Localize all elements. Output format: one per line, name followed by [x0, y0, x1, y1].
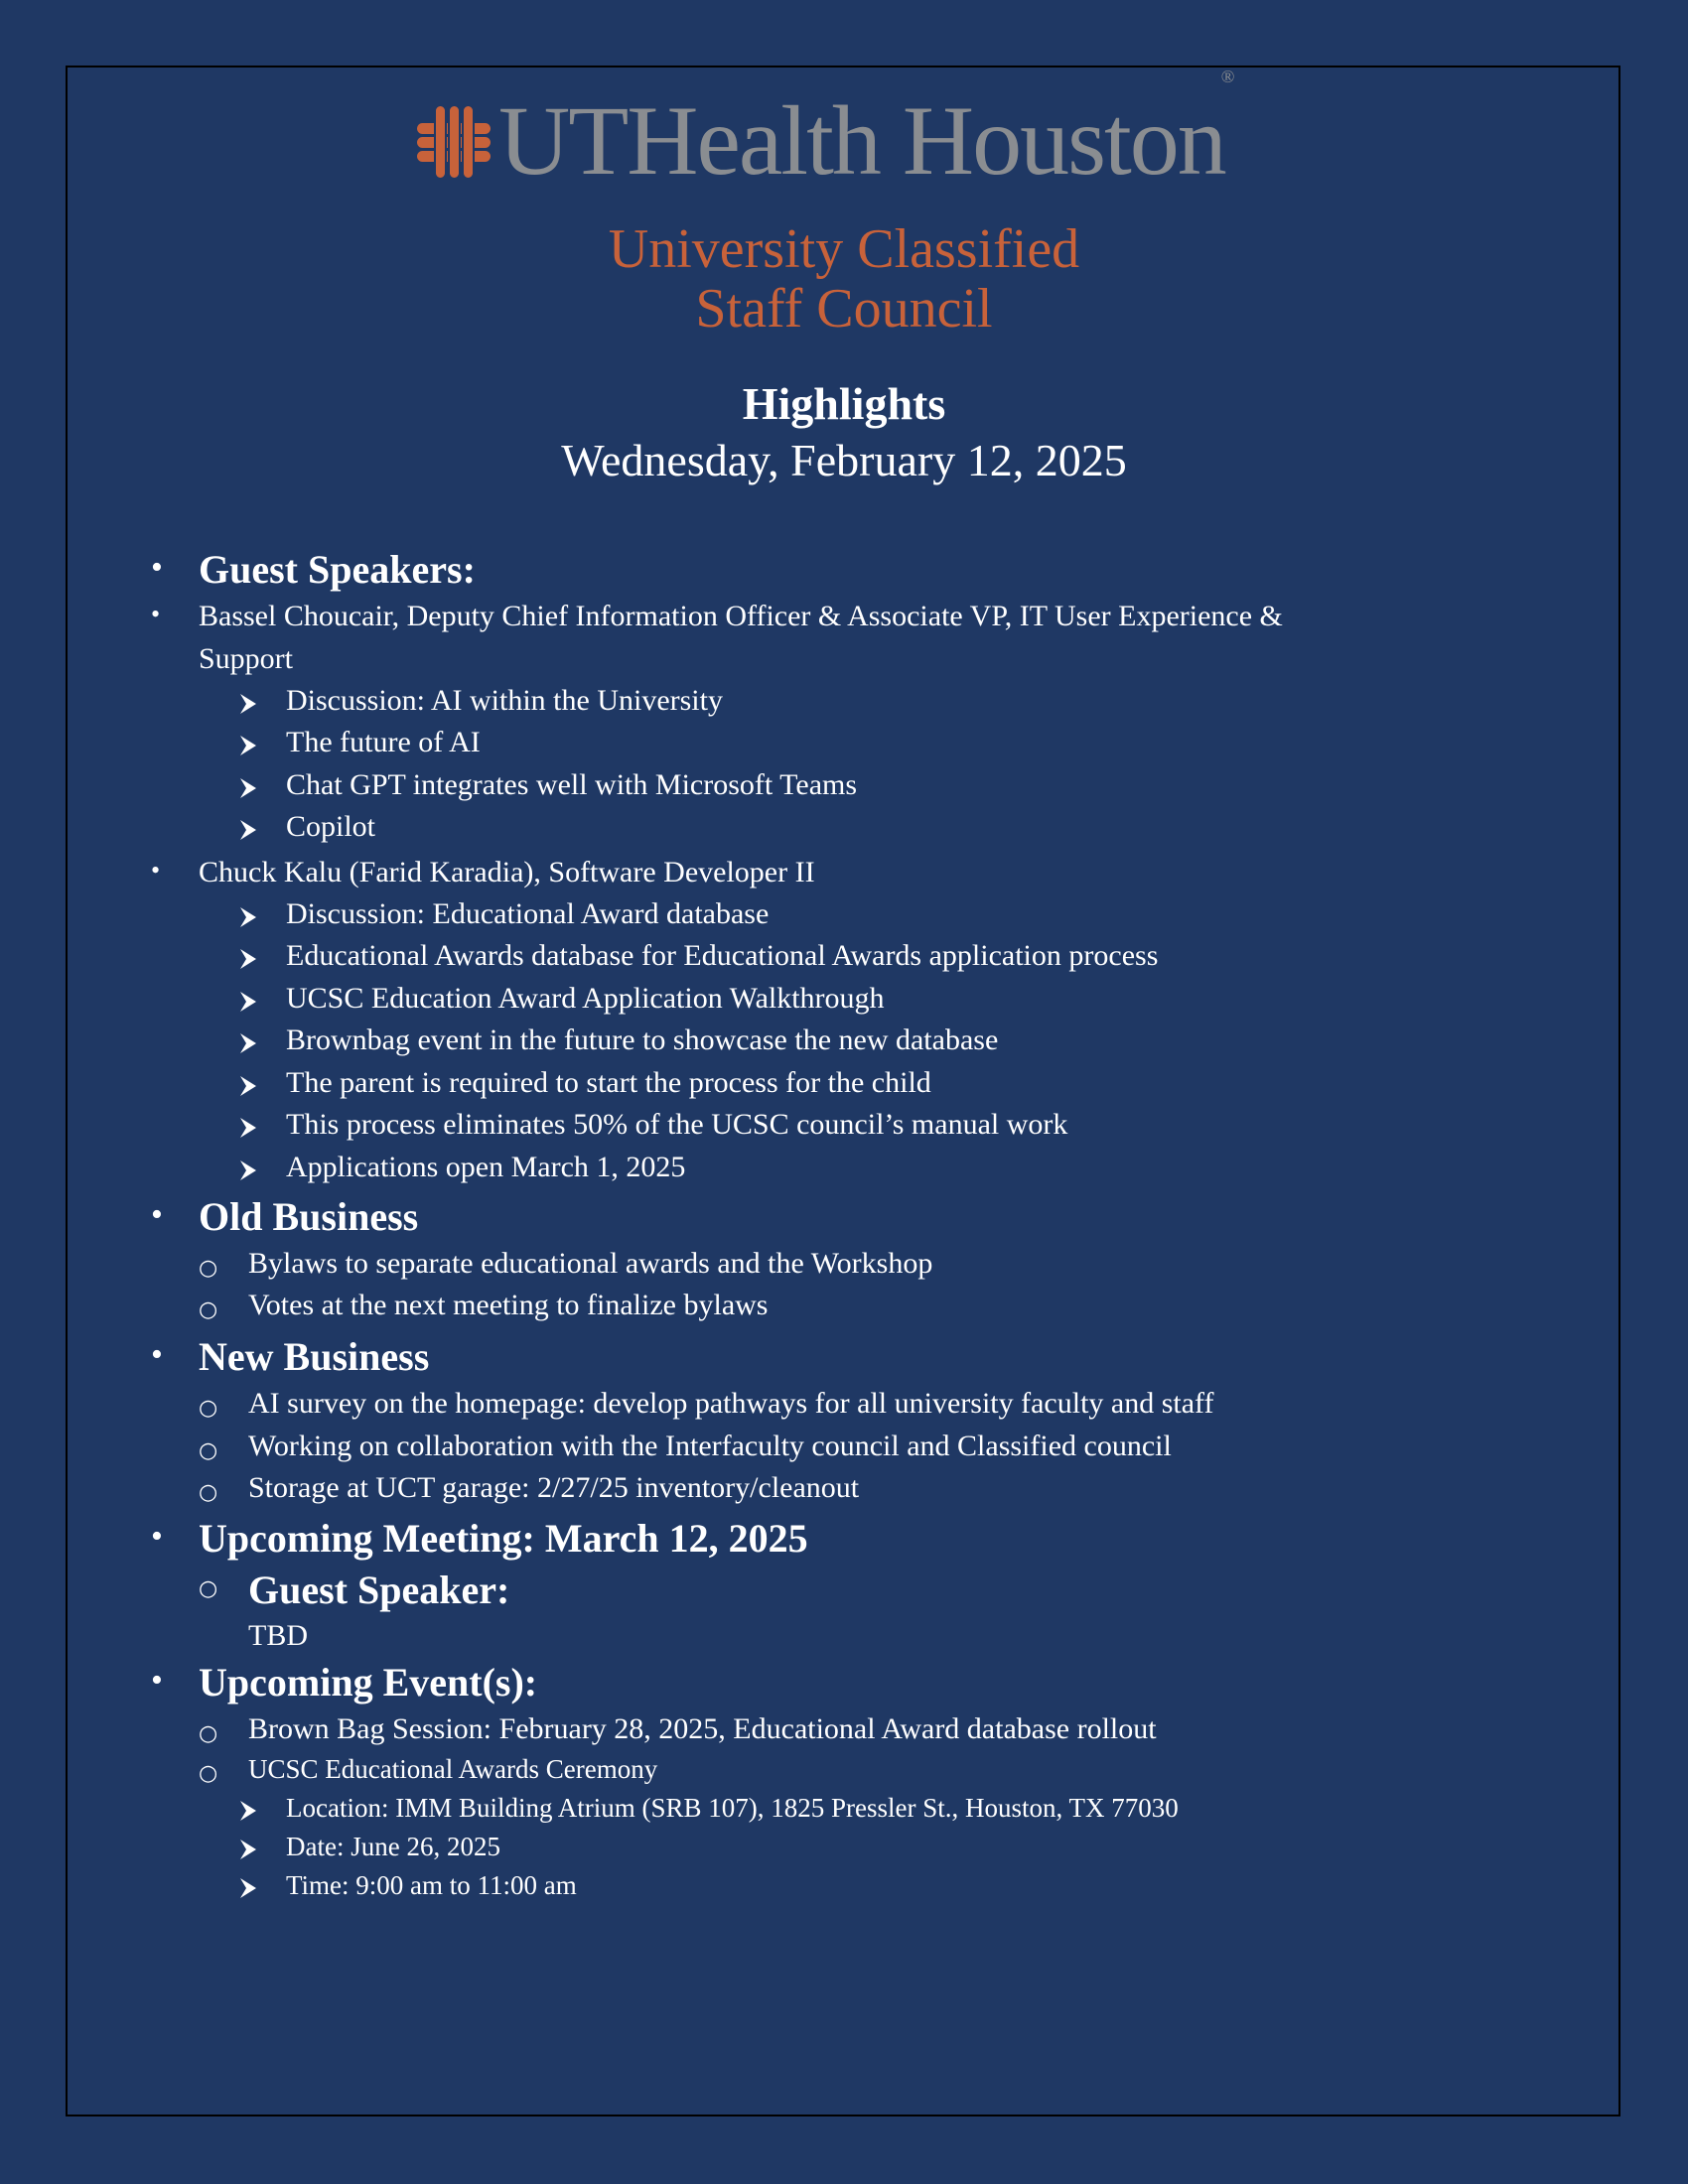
- upcoming-event-item: UCSC Educational Awards Ceremony: [248, 1754, 658, 1784]
- guest-speaker-value: TBD: [248, 1619, 308, 1652]
- arrow-bullet-icon: [238, 777, 258, 799]
- logo-wordmark: [498, 66, 1236, 196]
- arrow-bullet-icon: [238, 1032, 258, 1054]
- arrow-bullet-icon: [238, 819, 258, 841]
- council-name-line1: University Classified: [608, 218, 1080, 280]
- old-business-item: Votes at the next meeting to finalize bylaws: [248, 1289, 769, 1321]
- speaker1-point: Discussion: AI within the University: [286, 684, 723, 717]
- speaker1-point: The future of AI: [286, 726, 481, 758]
- speaker1-title: Bassel Choucair, Deputy Chief Information Officer & Associate VP, IT User Experience &: [199, 600, 1283, 632]
- circle-bullet-icon: ○: [199, 1297, 218, 1322]
- speaker1-point: Copilot: [286, 810, 376, 843]
- speaker1-point: Chat GPT integrates well with Microsoft Teams: [286, 768, 858, 801]
- ceremony-detail: Date: June 26, 2025: [286, 1832, 500, 1861]
- arrow-bullet-icon: [238, 735, 258, 756]
- old-business-item: Bylaws to separate educational awards and the Workshop: [248, 1247, 933, 1280]
- arrow-bullet-icon: [238, 1075, 258, 1097]
- circle-bullet-icon: ○: [199, 1256, 218, 1281]
- bullet-icon: [151, 549, 163, 587]
- new-business-item: Working on collaboration with the Interfaculty council and Classified council: [248, 1430, 1172, 1462]
- speaker2-point: This process eliminates 50% of the UCSC council’s manual work: [286, 1108, 1068, 1141]
- section-heading-upcoming-events: Upcoming Event(s):: [199, 1660, 538, 1705]
- bullet-icon: [151, 600, 160, 629]
- page-title: Highlights: [742, 378, 946, 429]
- bullet-icon: [151, 1196, 163, 1234]
- arrow-bullet-icon: [238, 1800, 258, 1822]
- uthealth-logo: [415, 66, 1289, 196]
- arrow-bullet-icon: [238, 1839, 258, 1860]
- new-business-item: AI survey on the homepage: develop pathways for all university faculty and staff: [248, 1387, 1214, 1420]
- arrow-bullet-icon: [238, 906, 258, 928]
- section-heading-guest-speakers: Guest Speakers:: [199, 547, 476, 592]
- circle-bullet-icon: ○: [199, 1721, 218, 1746]
- bullet-icon: [151, 856, 160, 886]
- arrow-bullet-icon: [238, 991, 258, 1013]
- speaker1-title-continued: Support: [199, 642, 294, 675]
- speaker2-point: Educational Awards database for Educational Awards application process: [286, 939, 1159, 972]
- arrow-bullet-icon: [238, 948, 258, 970]
- speaker2-title: Chuck Kalu (Farid Karadia), Software Developer II: [199, 856, 815, 888]
- section-heading-old-business: Old Business: [199, 1194, 419, 1239]
- circle-bullet-icon: ○: [199, 1761, 218, 1786]
- woven-cross-logo-icon: [415, 103, 492, 181]
- arrow-bullet-icon: [238, 693, 258, 715]
- guest-speaker-label: Guest Speaker:: [248, 1568, 510, 1612]
- new-business-item: Storage at UCT garage: 2/27/25 inventory/cleanout: [248, 1471, 860, 1504]
- bullet-icon: [151, 1662, 163, 1700]
- arrow-bullet-icon: [238, 1877, 258, 1899]
- section-heading-upcoming-meeting: Upcoming Meeting: March 12, 2025: [199, 1516, 808, 1561]
- logo-wordmark-text: UTHealth Houston: [498, 85, 1225, 196]
- bullet-icon: [151, 1518, 163, 1556]
- circle-bullet-icon: ○: [199, 1396, 218, 1421]
- speaker2-point: UCSC Education Award Application Walkthrough: [286, 982, 885, 1015]
- circle-bullet-icon: ○: [199, 1480, 218, 1505]
- arrow-bullet-icon: [238, 1160, 258, 1181]
- meeting-date: Wednesday, February 12, 2025: [561, 435, 1127, 485]
- section-heading-new-business: New Business: [199, 1334, 430, 1379]
- council-name-line2: Staff Council: [695, 278, 993, 340]
- ceremony-detail: Time: 9:00 am to 11:00 am: [286, 1870, 577, 1900]
- registered-mark: ®: [1220, 66, 1233, 86]
- circle-bullet-icon: ○: [199, 1576, 218, 1601]
- circle-bullet-icon: ○: [199, 1438, 218, 1463]
- speaker2-point: Brownbag event in the future to showcase the new database: [286, 1024, 999, 1056]
- ceremony-detail: Location: IMM Building Atrium (SRB 107), 1825 Pressler St., Houston, TX 77030: [286, 1793, 1179, 1823]
- speaker2-point: Applications open March 1, 2025: [286, 1151, 686, 1183]
- bullet-icon: [151, 1336, 163, 1374]
- upcoming-event-item: Brown Bag Session: February 28, 2025, Educational Award database rollout: [248, 1712, 1157, 1745]
- speaker2-point: Discussion: Educational Award database: [286, 897, 770, 930]
- arrow-bullet-icon: [238, 1117, 258, 1139]
- speaker2-point: The parent is required to start the process for the child: [286, 1066, 931, 1099]
